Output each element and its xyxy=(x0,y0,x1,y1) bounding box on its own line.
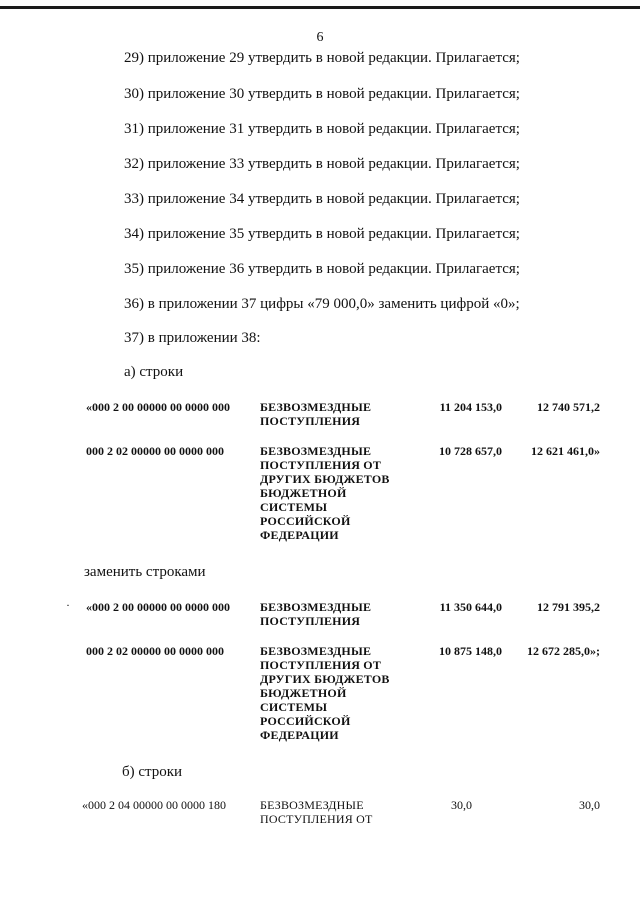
top-border-line xyxy=(0,6,640,9)
row-name: БЕЗВОЗМЕЗДНЫЕ ПОСТУПЛЕНИЯ ОТ ДРУГИХ БЮДЖЕТОВ БЮДЖЕТНОЙ СИСТЕМЫ РОССИЙСКОЙ ФЕДЕРАЦИИ xyxy=(260,444,390,542)
page-number: 6 xyxy=(316,30,324,45)
row-code: «000 2 00 00000 00 0000 000 xyxy=(86,400,230,414)
row-value-1: 10 728 657,0 xyxy=(439,444,502,458)
row-value-2: 30,0 xyxy=(579,798,600,812)
row-value-2: 12 672 285,0»; xyxy=(527,644,600,658)
row-name: БЕЗВОЗМЕЗДНЫЕ ПОСТУПЛЕНИЯ xyxy=(260,600,372,628)
paragraph-37: 37) в приложении 38: xyxy=(124,330,261,346)
row-value-2: 12 791 395,2 xyxy=(537,600,600,614)
row-value-1: 11 204 153,0 xyxy=(439,400,502,414)
row-name: БЕЗВОЗМЕЗДНЫЕ ПОСТУПЛЕНИЯ xyxy=(260,400,372,428)
section-b-label: б) строки xyxy=(122,764,183,780)
row-code: 000 2 02 00000 00 0000 000 xyxy=(86,644,224,658)
row-value-2: 12 740 571,2 xyxy=(537,400,600,414)
row-value-1: 10 875 148,0 xyxy=(439,644,502,658)
paragraph-31: 31) приложение 31 утвердить в новой редакции. Прилагается; xyxy=(124,121,520,137)
row-code: «000 2 04 00000 00 0000 180 xyxy=(82,798,226,812)
paragraph-35: 35) приложение 36 утвердить в новой редакции. Прилагается; xyxy=(124,261,520,277)
paragraph-32: 32) приложение 33 утвердить в новой редакции. Прилагается; xyxy=(124,156,520,172)
replace-label: заменить строками xyxy=(84,564,206,580)
paragraph-33: 33) приложение 34 утвердить в новой редакции. Прилагается; xyxy=(124,191,520,207)
paragraph-36: 36) в приложении 37 цифры «79 000,0» заменить цифрой «0»; xyxy=(124,296,520,312)
section-a-label: а) строки xyxy=(124,364,184,380)
row-name: БЕЗВОЗМЕЗДНЫЕ ПОСТУПЛЕНИЯ ОТ ДРУГИХ БЮДЖЕТОВ БЮДЖЕТНОЙ СИСТЕМЫ РОССИЙСКОЙ ФЕДЕРАЦИИ xyxy=(260,644,390,742)
row-value-1: 11 350 644,0 xyxy=(439,600,502,614)
row-code: 000 2 02 00000 00 0000 000 xyxy=(86,444,224,458)
row-name: БЕЗВОЗМЕЗДНЫЕ ПОСТУПЛЕНИЯ ОТ xyxy=(260,798,373,826)
row-value-1: 30,0 xyxy=(451,798,472,812)
paragraph-29: 29) приложение 29 утвердить в новой редакции. Прилагается; xyxy=(124,50,520,66)
paragraph-34: 34) приложение 35 утвердить в новой редакции. Прилагается; xyxy=(124,226,520,242)
margin-dot: · xyxy=(66,598,70,612)
paragraph-30: 30) приложение 30 утвердить в новой редакции. Прилагается; xyxy=(124,86,520,102)
row-code: «000 2 00 00000 00 0000 000 xyxy=(86,600,230,614)
row-value-2: 12 621 461,0» xyxy=(531,444,600,458)
